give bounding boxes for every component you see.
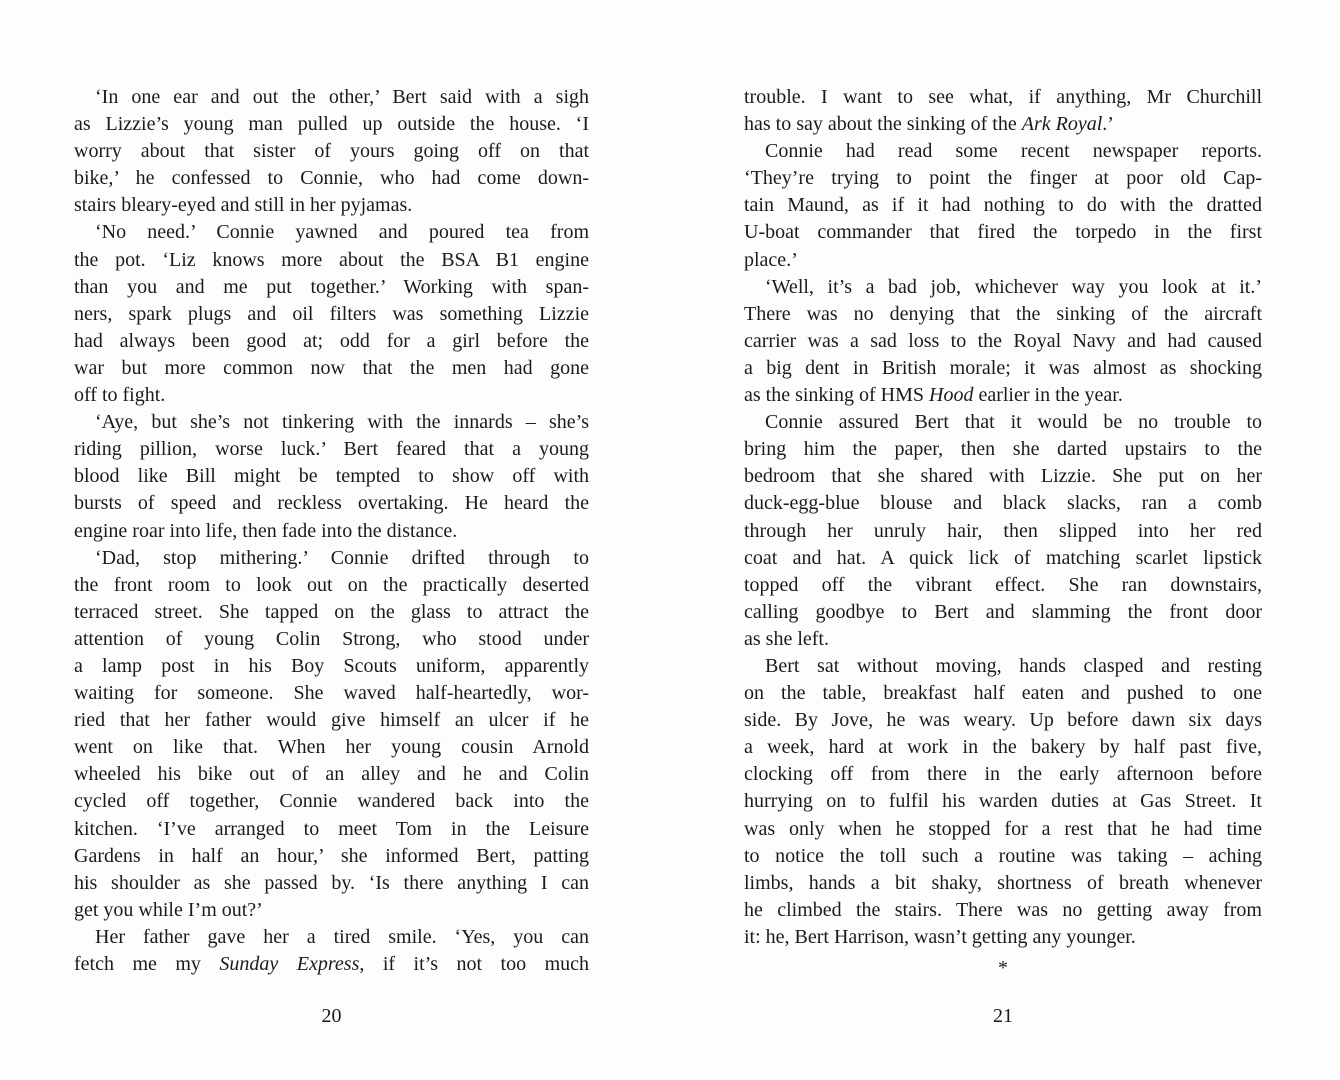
page-number-left: 20 — [321, 1005, 342, 1028]
page-left-text-column — [74, 84, 589, 978]
text-line — [744, 463, 1262, 490]
italic-text-run: Hood — [929, 384, 974, 407]
text-run: carrier was a sad loss to the Royal Navy and had caused — [744, 329, 1262, 352]
text-run: waiting for someone. She waved half-heartedly, wor- — [74, 682, 589, 705]
text-line — [74, 599, 589, 626]
text-run: than you and me put together.’ Working with span- — [74, 275, 589, 298]
text-run: clocking off from there in the early afternoon before — [744, 763, 1262, 786]
text-line — [74, 111, 589, 138]
text-line — [74, 84, 589, 111]
text-line — [744, 247, 1262, 274]
text-run: Bert sat without moving, hands clasped and resting — [765, 654, 1262, 677]
text-line — [74, 897, 589, 924]
text-line — [74, 680, 589, 707]
text-line — [74, 951, 589, 978]
text-line — [74, 788, 589, 815]
text-run: tain Maund, as if it had nothing to do with the dratted — [744, 194, 1262, 217]
text-line — [74, 734, 589, 761]
text-line — [744, 409, 1262, 436]
page-number-right: 21 — [993, 1005, 1013, 1027]
text-run: .’ — [1102, 113, 1114, 136]
text-run: Gardens in half an hour,’ she informed Bert, patting — [74, 844, 589, 867]
text-run: was only when he stopped for a rest that he had time — [744, 817, 1262, 840]
text-line — [74, 355, 589, 382]
text-run: has to say about the sinking of the — [744, 113, 1022, 136]
text-run: a week, hard at work in the bakery by half past five, — [744, 736, 1262, 759]
text-line — [744, 653, 1262, 680]
text-run: bring him the paper, then she darted upstairs to the — [744, 438, 1262, 461]
text-run: ners, spark plugs and oil filters was something Lizzie — [74, 302, 589, 325]
text-line — [74, 463, 589, 490]
text-run: bursts of speed and reckless overtaking. He heard the — [74, 492, 589, 515]
text-run: as the sinking of HMS — [744, 384, 929, 407]
text-run: Her father gave her a tired smile. ‘Yes, you can — [95, 925, 589, 948]
text-line — [74, 707, 589, 734]
text-line — [744, 301, 1262, 328]
text-run: hurrying on to fulfil his warden duties at Gas Street. It — [744, 790, 1262, 813]
text-line — [744, 274, 1262, 301]
text-run: the front room to look out on the practically deserted — [74, 573, 589, 596]
text-run: as Lizzie’s young man pulled up outside the house. ‘I — [74, 113, 589, 136]
text-line — [744, 680, 1262, 707]
text-run: went on like that. When her young cousin Arnold — [74, 736, 589, 759]
text-run: attention of young Colin Strong, who stood under — [74, 627, 589, 650]
text-run: fetch me my — [74, 953, 220, 975]
text-line — [74, 165, 589, 192]
text-line — [744, 165, 1262, 192]
text-line — [74, 924, 589, 951]
text-line — [744, 761, 1262, 788]
text-line — [74, 653, 589, 680]
text-run: terraced street. She tapped on the glass to attract the — [74, 600, 589, 623]
text-run: trouble. I want to see what, if anything, Mr Churchill — [744, 86, 1262, 108]
text-line — [744, 490, 1262, 517]
text-run: riding pillion, worse luck.’ Bert feared that a young — [74, 438, 589, 461]
text-run: earlier in the year. — [973, 384, 1123, 407]
text-run: blood like Bill might be tempted to show off with — [74, 465, 589, 488]
text-run: side. By Jove, he was weary. Up before dawn six days — [744, 709, 1262, 732]
text-run: ‘They’re trying to point the finger at poor old Cap- — [744, 167, 1262, 190]
text-run: duck-egg-blue blouse and black slacks, ran a comb — [744, 492, 1262, 515]
text-line — [74, 436, 589, 463]
text-run: U-boat commander that fired the torpedo in the first — [744, 221, 1262, 244]
text-line — [74, 138, 589, 165]
text-line — [74, 545, 589, 572]
text-line — [744, 734, 1262, 761]
text-line — [744, 843, 1262, 870]
text-run: bedroom that she shared with Lizzie. She put on her — [744, 465, 1262, 488]
text-run: kitchen. ‘I’ve arranged to meet Tom in the Leisure — [74, 817, 589, 840]
text-line — [74, 626, 589, 653]
text-line — [744, 111, 1262, 138]
text-line — [744, 788, 1262, 815]
italic-text-run: Ark Royal — [1021, 113, 1103, 136]
text-run: coat and hat. A quick lick of matching scarlet lipstick — [744, 546, 1262, 569]
text-line — [74, 761, 589, 788]
text-line — [744, 84, 1262, 111]
text-line — [744, 328, 1262, 355]
text-run: Connie assured Bert that it would be no trouble to — [765, 411, 1262, 434]
text-line — [744, 436, 1262, 463]
text-line — [74, 328, 589, 355]
text-line — [74, 490, 589, 517]
text-run: off to fight. — [74, 384, 166, 407]
text-line — [744, 219, 1262, 246]
text-run: There was no denying that the sinking of the aircraft — [744, 302, 1262, 325]
text-run: place.’ — [744, 248, 798, 271]
text-run: had always been good at; odd for a girl before the — [74, 329, 589, 352]
text-run: engine roar into life, then fade into the distance. — [74, 519, 458, 542]
text-line — [744, 870, 1262, 897]
text-line — [74, 816, 589, 843]
text-run: bike,’ he confessed to Connie, who had come down- — [74, 167, 589, 190]
text-line — [74, 192, 589, 219]
text-line — [744, 707, 1262, 734]
section-break-asterisk: * — [998, 957, 1008, 979]
text-line — [744, 626, 1262, 653]
text-run: a big dent in British morale; it was almost as shocking — [744, 356, 1262, 379]
text-line — [744, 924, 1262, 951]
text-line — [74, 518, 589, 545]
text-line — [744, 138, 1262, 165]
text-line — [744, 816, 1262, 843]
text-line — [74, 409, 589, 436]
text-run: as she left. — [744, 627, 829, 650]
text-line — [744, 192, 1262, 219]
text-run: to notice the toll such a routine was taking – aching — [744, 844, 1262, 867]
text-run: wheeled his bike out of an alley and he and Colin — [74, 763, 589, 786]
text-run: he climbed the stairs. There was no getting away from — [744, 898, 1262, 921]
text-line — [74, 247, 589, 274]
text-line — [744, 599, 1262, 626]
text-run: ‘Well, it’s a bad job, whichever way you look at it.’ — [765, 275, 1262, 298]
italic-text-run: Sunday Express — [219, 953, 360, 975]
text-line — [74, 870, 589, 897]
text-run: Connie had read some recent newspaper reports. — [765, 140, 1262, 163]
text-line — [744, 355, 1262, 382]
text-run: through her unruly hair, then slipped into her red — [744, 519, 1262, 542]
text-run: topped off the vibrant effect. She ran downstairs, — [744, 573, 1262, 596]
text-line — [744, 572, 1262, 599]
text-run: ‘No need.’ Connie yawned and poured tea from — [95, 221, 589, 244]
text-line — [74, 274, 589, 301]
text-run: war but more common now that the men had gone — [74, 356, 589, 379]
text-run: get you while I’m out?’ — [74, 898, 263, 921]
text-line — [744, 545, 1262, 572]
text-line — [744, 897, 1262, 924]
text-run: it: he, Bert Harrison, wasn’t getting any younger. — [744, 925, 1136, 948]
text-run: calling goodbye to Bert and slamming the front door — [744, 600, 1262, 623]
text-run: worry about that sister of yours going off on that — [74, 140, 589, 163]
page-right — [744, 84, 1262, 1030]
text-line — [744, 518, 1262, 545]
text-line — [744, 382, 1262, 409]
text-run: limbs, hands a bit shaky, shortness of breath whenever — [744, 871, 1262, 894]
text-run: a lamp post in his Boy Scouts uniform, apparently — [74, 654, 589, 677]
page-right-text-column — [744, 84, 1262, 951]
text-line — [74, 219, 589, 246]
text-run: , if it’s not too much — [359, 953, 590, 975]
text-run: on the table, breakfast half eaten and pushed to one — [744, 682, 1262, 705]
text-line — [74, 382, 589, 409]
text-run: ‘In one ear and out the other,’ Bert said with a sigh — [95, 86, 589, 108]
text-run: stairs bleary-eyed and still in her pyjamas. — [74, 194, 413, 217]
text-run: his shoulder as she passed by. ‘Is there anything I can — [74, 871, 589, 894]
text-line — [74, 843, 589, 870]
text-run: cycled off together, Connie wandered back into the — [74, 790, 589, 813]
text-run: the pot. ‘Liz knows more about the BSA B1 engine — [74, 248, 589, 271]
text-line — [74, 572, 589, 599]
page-left — [74, 84, 589, 1030]
text-run: ‘Dad, stop mithering.’ Connie drifted through to — [95, 546, 589, 569]
text-line — [74, 301, 589, 328]
text-run: ried that her father would give himself an ulcer if he — [74, 709, 589, 732]
text-run: ‘Aye, but she’s not tinkering with the innards – she’s — [95, 411, 589, 434]
